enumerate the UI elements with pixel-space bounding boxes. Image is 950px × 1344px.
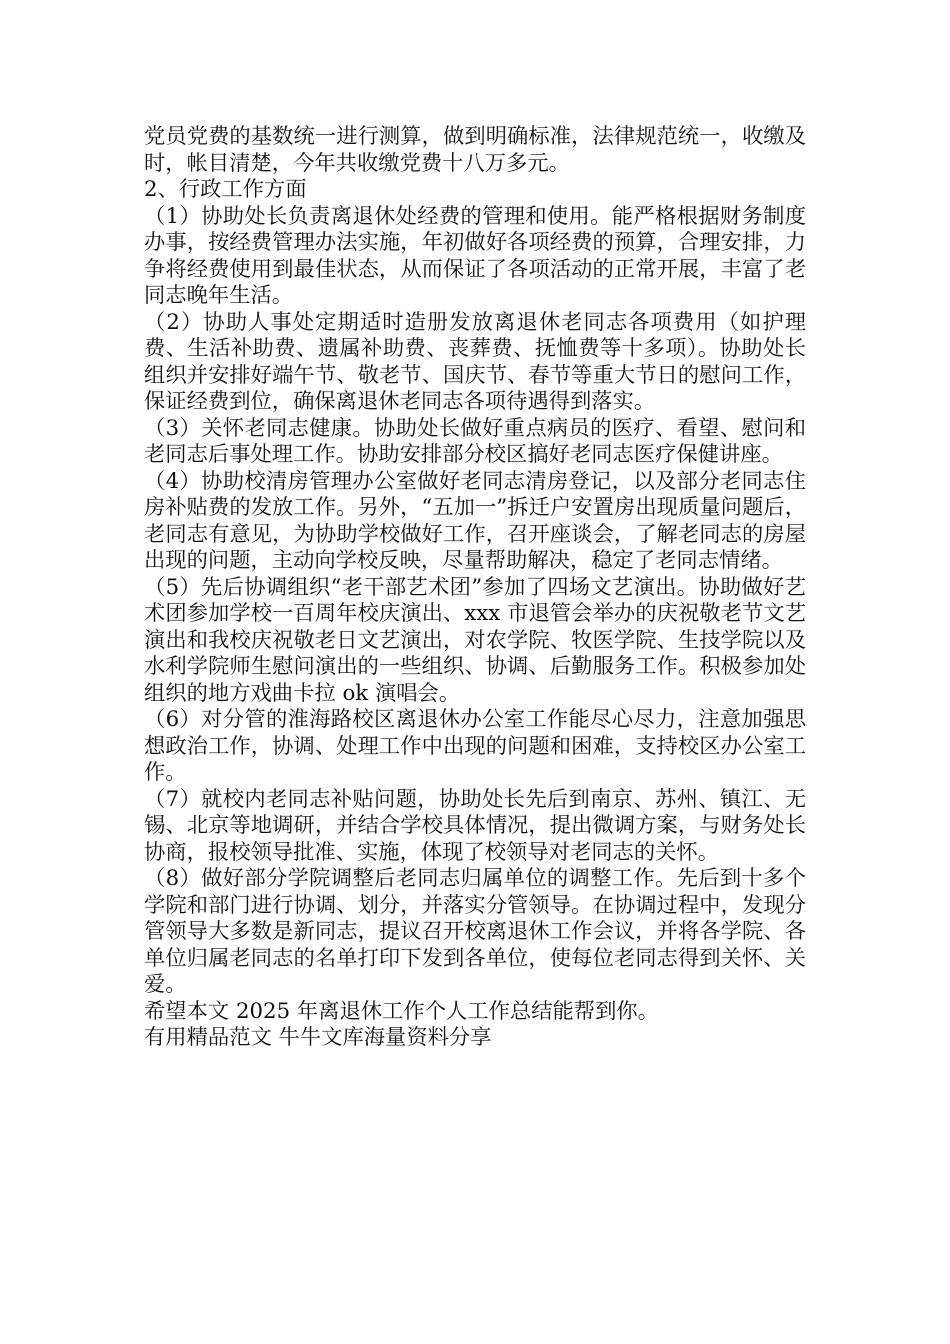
section-heading: 2、行政工作方面 (144, 177, 307, 202)
closing-line: 希望本文 2025 年离退休工作个人工作总结能帮到你。 (144, 998, 659, 1024)
footer-line: 有用精品范文 牛牛文库海量资料分享 (144, 1025, 492, 1050)
intro-continuation-paragraph: 党员党费的基数统一进行测算，做到明确标准，法律规范统一，收缴及时，帐目清楚，今年共收缴党费十八万多元。 (144, 124, 806, 176)
list-item-5: （5）先后协调组织“老干部艺术团”参加了四场文艺演出。协助做好艺术团参加学校一百周年校庆演出、xxx 市退管会举办的庆祝敬老节文艺演出和我校庆祝敬老日文艺演出，对农学院、牧医学院、生技学院以及水利学院师生慰问演出的一些组织、协调、后勤服务工作。积极参加处组织的地方戏曲卡拉 ok 演唱会。 (144, 574, 806, 706)
list-item-4: （4）协助校清房管理办公室做好老同志清房登记，以及部分老同志住房补贴费的发放工作。另外，“五加一”拆迁户安置房出现质量问题后，老同志有意见，为协助学校做好工作，召开座谈会，了解老同志的房屋出现的问题，主动向学校反映，尽量帮助解决，稳定了老同志情绪。 (144, 468, 806, 573)
list-item-6: （6）对分管的淮海路校区离退休办公室工作能尽心尽力，注意加强思想政治工作，协调、处理工作中出现的问题和困难，支持校区办公室工作。 (144, 707, 806, 785)
list-item-8: （8）做好部分学院调整后老同志归属单位的调整工作。先后到十多个学院和部门进行协调、划分，并落实分管领导。在协调过程中，发现分管领导大多数是新同志，提议召开校离退休工作会议，并将各学院、各单位归属老同志的名单打印下发到各单位，使每位老同志得到关怀、关爱。 (144, 866, 806, 997)
document-page (144, 124, 806, 1052)
list-item-2: （2）协助人事处定期适时造册发放离退休老同志各项费用（如护理费、生活补助费、遗属补助费、丧葬费、抚恤费等十多项）。协助处长组织并安排好端午节、敬老节、国庆节、春节等重大节日的慰问工作，保证经费到位，确保离退休老同志各项待遇得到落实。 (144, 309, 806, 414)
list-item-3: （3）关怀老同志健康。协助处长做好重点病员的医疗、看望、慰问和老同志后事处理工作。协助安排部分校区搞好老同志医疗保健讲座。 (144, 415, 806, 467)
list-item-1: （1）协助处长负责离退休处经费的管理和使用。能严格根据财务制度办事，按经费管理办法实施，年初做好各项经费的预算，合理安排，力争将经费使用到最佳状态，从而保证了各项活动的正常开展，丰富了老同志晚年生活。 (144, 203, 806, 308)
list-item-7: （7）就校内老同志补贴问题，协助处长先后到南京、苏州、镇江、无锡、北京等地调研，并结合学校具体情况，提出微调方案，与财务处长协商，报校领导批准、实施，体现了校领导对老同志的关怀。 (144, 786, 806, 865)
